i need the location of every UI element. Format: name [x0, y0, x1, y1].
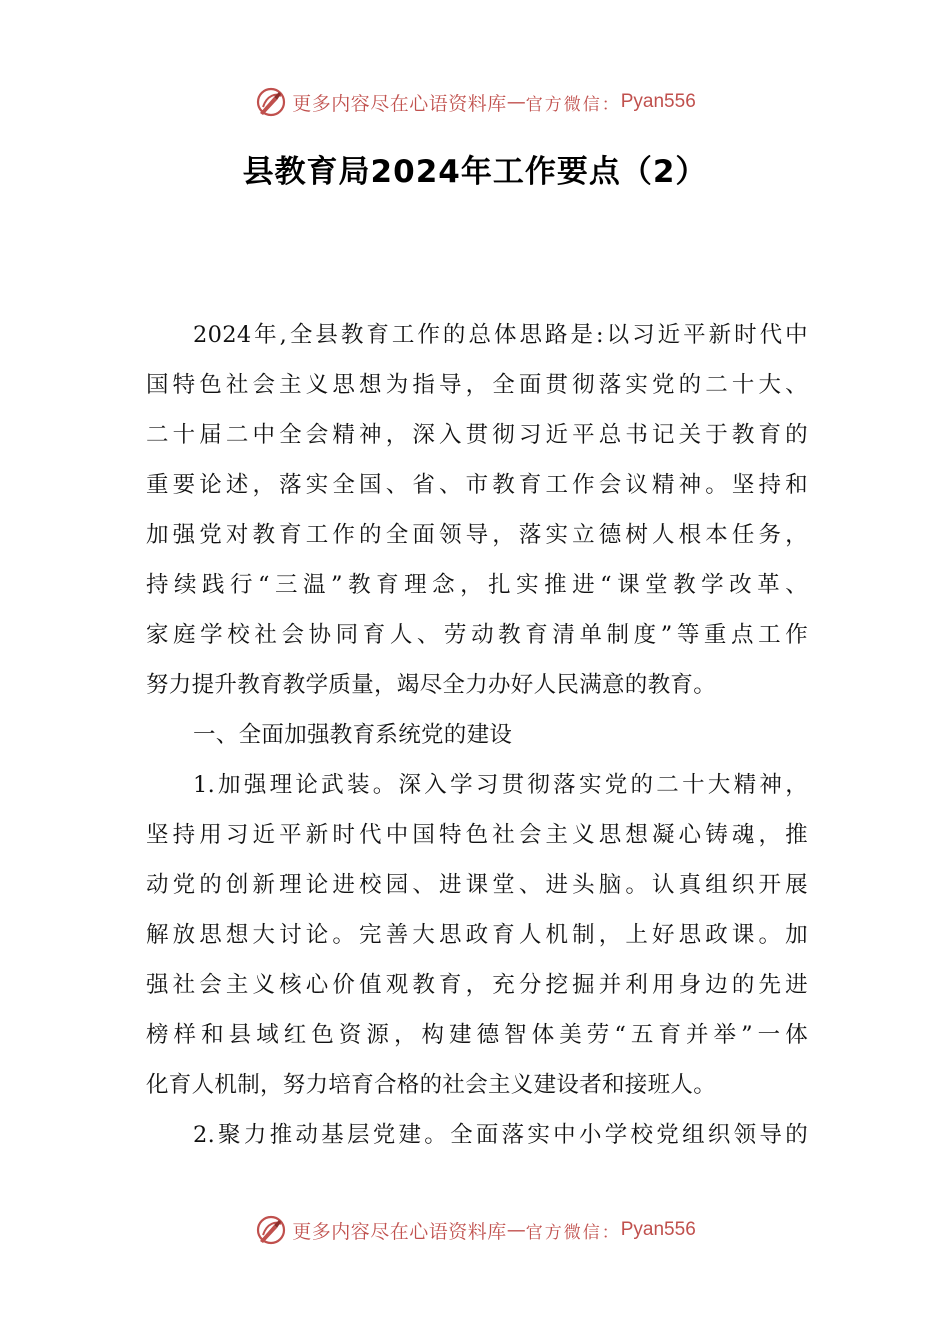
body-line: 加强党对教育工作的全面领导，落实立德树人根本任务， [146, 522, 808, 548]
document-body [146, 310, 808, 1160]
pen-swirl-logo-icon [254, 1213, 288, 1247]
body-line: 持续践行“三温”教育理念，扎实推进“课堂教学改革、 [146, 572, 808, 598]
body-line: 努力提升教育教学质量，竭尽全力办好人民满意的教育。 [146, 672, 717, 698]
body-line: 榜样和县域红色资源，构建德智体美劳“五育并举”一体 [146, 1022, 808, 1048]
body-line: 化育人机制，努力培育合格的社会主义建设者和接班人。 [146, 1072, 717, 1098]
banner-wechat-id: Pyan556 [620, 1219, 696, 1240]
body-line: 2024年,全县教育工作的总体思路是:以习近平新时代中 [193, 322, 808, 348]
section-heading: 一、全面加强教育系统党的建设 [193, 722, 513, 748]
body-line: 国特色社会主义思想为指导，全面贯彻落实党的二十大、 [146, 372, 808, 398]
banner-dash: — [506, 1219, 526, 1241]
body-line: 2.聚力推动基层党建。全面落实中小学校党组织领导的 [193, 1122, 808, 1148]
pen-swirl-logo-icon [254, 85, 288, 119]
body-line: 家庭学校社会协同育人、劳动教育清单制度”等重点工作 [146, 622, 808, 648]
header-banner [0, 82, 950, 122]
body-line: 重要论述，落实全国、省、市教育工作会议精神。坚持和 [146, 472, 808, 498]
page-title: 县教育局2024年工作要点（2） [242, 154, 708, 190]
banner-wechat-label: 官方微信： [525, 94, 621, 115]
body-line: 动党的创新理论进校园、进课堂、进头脑。认真组织开展 [146, 872, 808, 898]
banner-dash: — [506, 91, 526, 113]
footer-banner [0, 1210, 950, 1250]
banner-text: 更多内容尽在心语资料库 [292, 1220, 507, 1243]
body-line: 二十届二中全会精神，深入贯彻习近平总书记关于教育的 [146, 422, 808, 448]
body-line: 1.加强理论武装。深入学习贯彻落实党的二十大精神， [193, 772, 808, 798]
banner-wechat-label: 官方微信： [525, 1222, 621, 1243]
banner-wechat-id: Pyan556 [620, 91, 696, 112]
body-line: 强社会主义核心价值观教育，充分挖掘并利用身边的先进 [146, 972, 808, 998]
banner-text: 更多内容尽在心语资料库 [292, 92, 507, 115]
body-line: 解放思想大讨论。完善大思政育人机制，上好思政课。加 [146, 922, 808, 948]
body-line: 坚持用习近平新时代中国特色社会主义思想凝心铸魂，推 [146, 822, 808, 848]
